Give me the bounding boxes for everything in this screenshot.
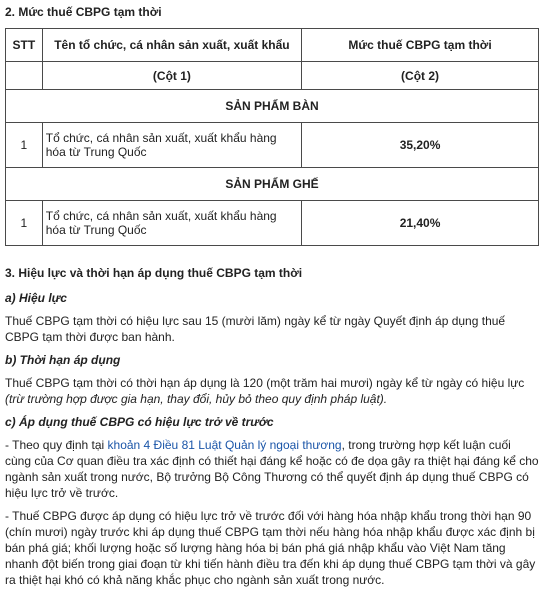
- subsection-c-heading: c) Áp dụng thuế CBPG có hiệu lực trở về trước: [5, 415, 274, 429]
- anti-dumping-rate-table: [5, 28, 539, 246]
- col-label-1: (Cột 1): [42, 62, 301, 90]
- row-name: Tổ chức, cá nhân sản xuất, xuất khẩu hàng hóa từ Trung Quốc: [42, 123, 301, 168]
- subsection-b-note: (trừ trường hợp được gia hạn, thay đổi, hủy bỏ theo quy định pháp luật).: [5, 392, 388, 406]
- subsection-b-paragraph: [5, 375, 539, 407]
- header-stt: STT: [6, 29, 43, 62]
- row-rate: 21,40%: [302, 201, 539, 246]
- table-header-row: [6, 29, 539, 62]
- row-stt: 1: [6, 123, 43, 168]
- section-2-heading: 2. Mức thuế CBPG tạm thời: [5, 5, 162, 19]
- c-p1-before: - Theo quy định tại: [5, 438, 108, 452]
- header-name: Tên tổ chức, cá nhân sản xuất, xuất khẩu: [42, 29, 301, 62]
- col-label-stt: [6, 62, 43, 90]
- subsection-b-heading: b) Thời hạn áp dụng: [5, 353, 121, 367]
- subsection-b-text: Thuế CBPG tạm thời có thời hạn áp dụng là 120 (một trăm hai mươi) ngày kể từ ngày có hiệu lực: [5, 376, 525, 390]
- row-name: Tổ chức, cá nhân sản xuất, xuất khẩu hàng hóa từ Trung Quốc: [42, 201, 301, 246]
- c-p1-after: , trong trường hợp kết luận cuối cùng của Cơ quan điều tra xác định có thiết hại đáng kể hoặc có đe dọa gây ra thiệt hại đáng kể cho ngành sản xuất trong nước, Bộ trưởng Bộ Công Thương có thể quyết định áp dụng thuế CBPG có hiệu lực trở về trước.: [5, 438, 539, 500]
- section-title-ghe: SẢN PHẨM GHẾ: [6, 168, 539, 201]
- law-reference-link[interactable]: khoản 4 Điều 81 Luật Quản lý ngoại thương: [107, 438, 342, 452]
- section-title-ban: SẢN PHẨM BÀN: [6, 90, 539, 123]
- row-stt: 1: [6, 201, 43, 246]
- table-row: [6, 201, 539, 246]
- subsection-a-text: Thuế CBPG tạm thời có hiệu lực sau 15 (mười lăm) ngày kể từ ngày Quyết định áp dụng thuế CBPG tạm thời được ban hành.: [5, 314, 506, 344]
- subsection-a-heading: a) Hiệu lực: [5, 291, 67, 305]
- table-section-row: [6, 168, 539, 201]
- col-label-2: (Cột 2): [302, 62, 539, 90]
- table-row: [6, 123, 539, 168]
- row-rate: 35,20%: [302, 123, 539, 168]
- subsection-c-paragraph-2: - Thuế CBPG được áp dụng có hiệu lực trở về trước đối với hàng hóa nhập khẩu trong thời hạn 90 (chín mươi) ngày trước khi áp dụng thuế CBPG tạm thời nếu hàng hóa nhập khẩu được xác định bị bán phá giá; khối lượng hoặc số lượng hàng hóa bị bán phá giá nhập khẩu vào Việt Nam tăng nhanh đột biến trong giai đoạn từ khi tiến hành điều tra đến khi áp dụng thuế CBPG tạm thời và gây ra thiệt hại khó có khả năng khắc phục cho ngành sản xuất trong nước.: [5, 509, 536, 587]
- table-section-row: [6, 90, 539, 123]
- section-3-heading: 3. Hiệu lực và thời hạn áp dụng thuế CBPG tạm thời: [5, 266, 303, 280]
- table-column-label-row: [6, 62, 539, 90]
- header-rate: Mức thuế CBPG tạm thời: [302, 29, 539, 62]
- subsection-c-paragraph-1: [5, 437, 539, 501]
